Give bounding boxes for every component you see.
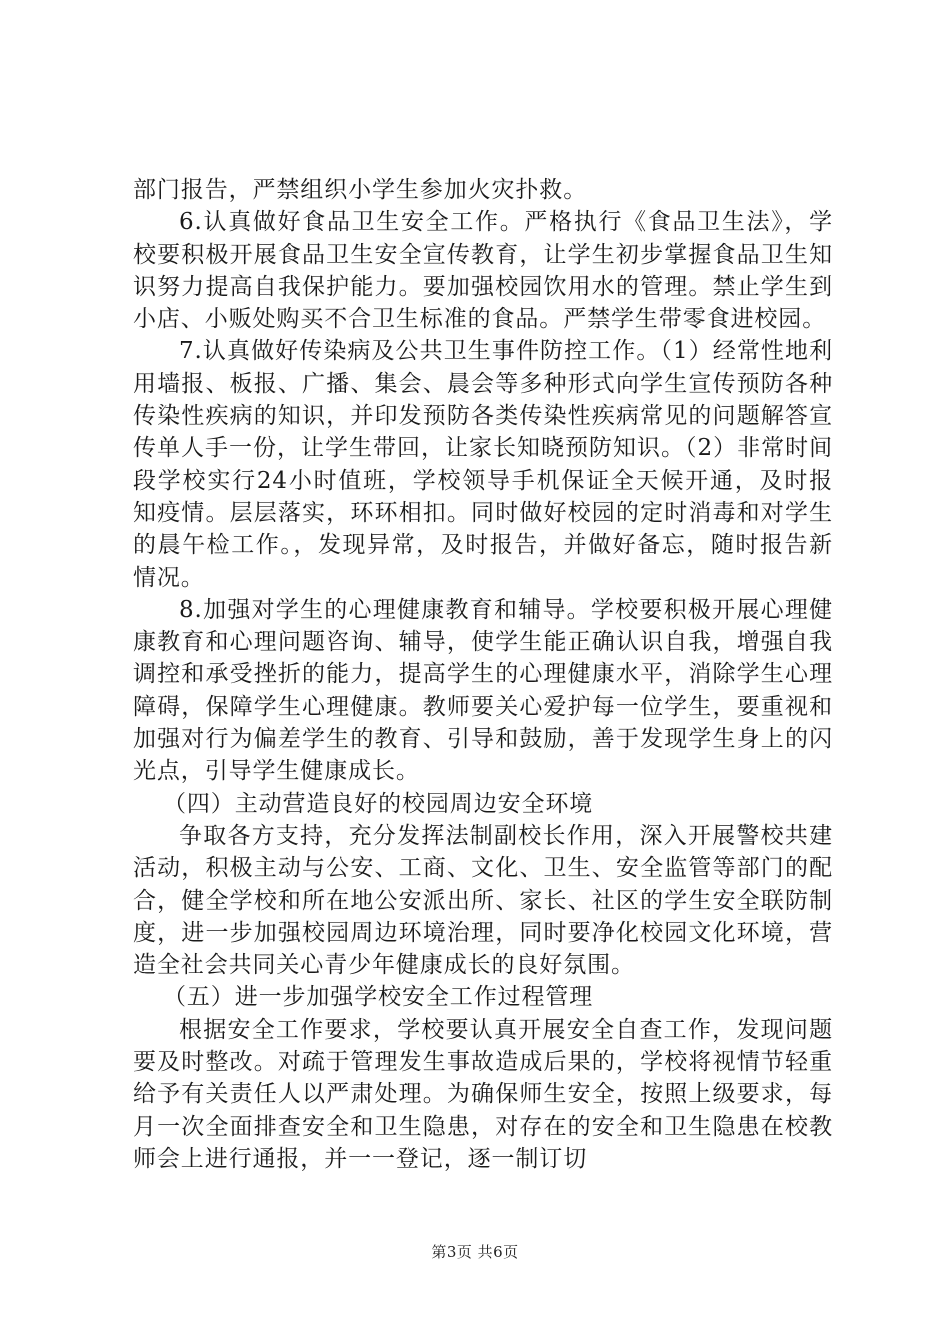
section-heading-4: （四）主动营造良好的校园周边安全环境 [163, 790, 594, 817]
paragraph-continuation: 部门报告，严禁组织小学生参加火灾扑救。 [133, 177, 588, 203]
paragraph-process-management: 根据安全工作要求，学校要认真开展安全自查工作，发现问题要及时整改。对疏于管理发生事故造成后果的，学校将视情节轻重给予有关责任人以严肃处理。为确保师生安全，按照上级要求，每月一次全面排查安全和卫生隐患，对存在的安全和卫生隐患在校教师会上进行通报，并一一登记，逐一制订切 [133, 1016, 833, 1172]
paragraph-mental-health: 8.加强对学生的心理健康教育和辅导。学校要积极开展心理健康教育和心理问题咨询、辅导，使学生能正确认识自我，增强自我调控和承受挫折的能力，提高学生的心理健康水平，消除学生心理障碍，保障学生心理健康。教师要关心爱护每一位学生，要重视和加强对行为偏差学生的教育、引导和鼓励，善于发现学生身上的闪光点，引导学生健康成长。 [133, 596, 833, 785]
paragraph-disease-control: 7.认真做好传染病及公共卫生事件防控工作。（1）经常性地利用墙报、板报、广播、集会、晨会等多种形式向学生宣传预防各种传染性疾病的知识，并印发预防各类传染性疾病常见的问题解答宣传单人手一份，让学生带回，让家长知晓预防知识。（2）非常时间段学校实行24小时值班，学校领导手机保证全天候开通，及时报知疫情。层层落实，环环相扣。同时做好校园的定时消毒和对学生的晨午检工作。，发现异常，及时报告，并做好备忘，随时报告新情况。 [133, 338, 833, 591]
page-footer: 第3页 共6页 [431, 1243, 519, 1261]
document-body [133, 174, 833, 1175]
section-heading-5: （五）进一步加强学校安全工作过程管理 [163, 984, 594, 1011]
paragraph-campus-environment: 争取各方支持，充分发挥法制副校长作用，深入开展警校共建活动，积极主动与公安、工商、文化、卫生、安全监管等部门的配合，健全学校和所在地公安派出所、家长、社区的学生安全联防制度，进一步加强校园周边环境治理，同时要净化校园文化环境，营造全社会共同关心青少年健康成长的良好氛围。 [133, 822, 833, 979]
paragraph-food-safety: 6.认真做好食品卫生安全工作。严格执行《食品卫生法》，学校要积极开展食品卫生安全宣传教育，让学生初步掌握食品卫生知识努力提高自我保护能力。要加强校园饮用水的管理。禁止学生到小店、小贩处购买不合卫生标准的食品。严禁学生带零食进校园。 [133, 209, 833, 333]
